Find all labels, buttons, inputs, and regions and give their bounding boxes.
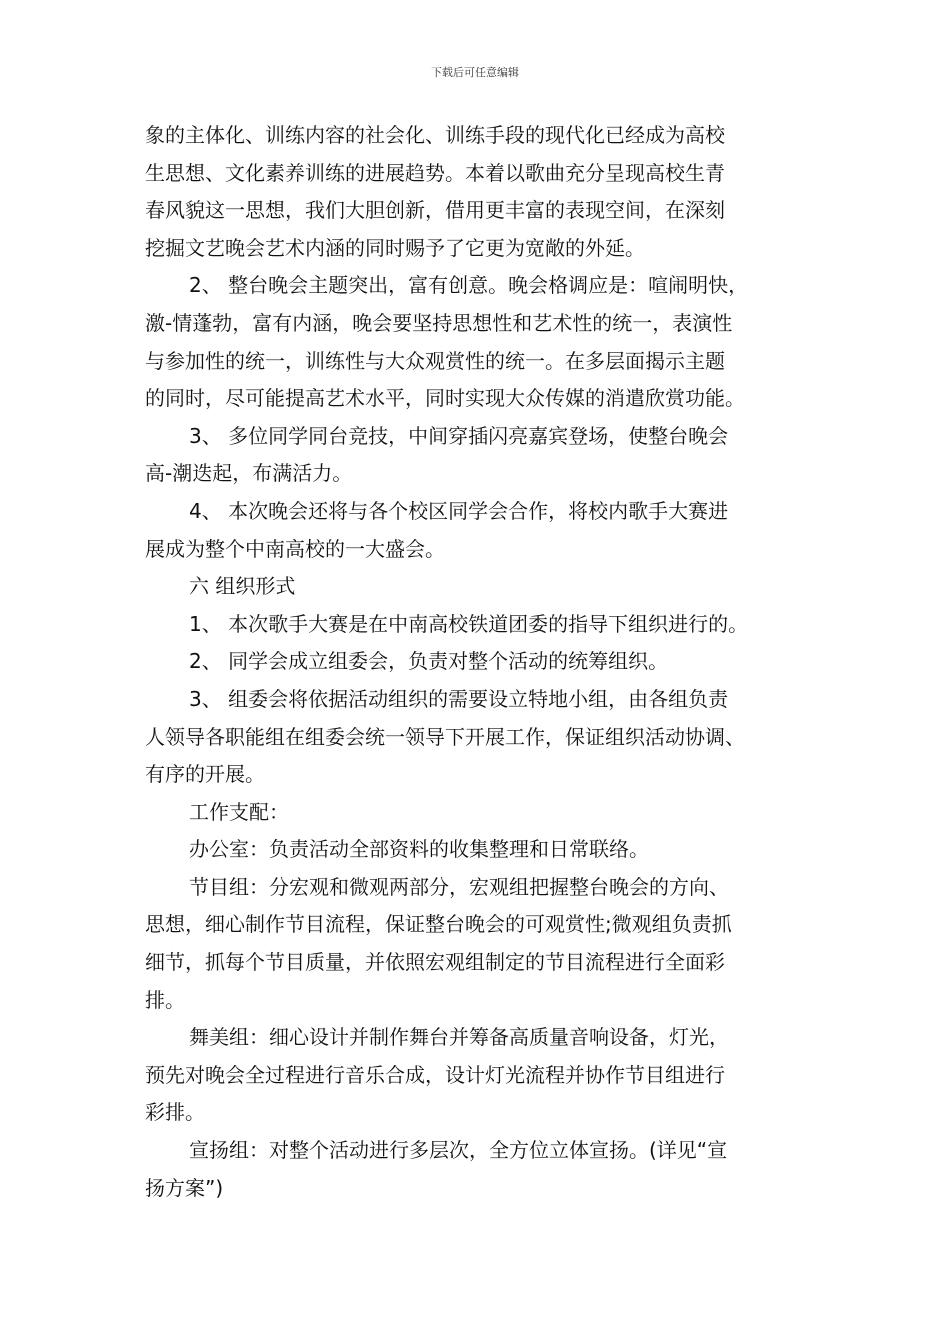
- text-line: 象的主体化、训练内容的社会化、训练手段的现代化已经成为高校: [145, 123, 725, 147]
- text-line: 彩排。: [145, 1100, 205, 1125]
- text-line: 生思想、文化素养训练的进展趋势。本着以歌曲充分呈现高校生青: [145, 160, 725, 185]
- text-line: 办公室：负责活动全部资料的收集整理和日常联络。: [189, 837, 649, 862]
- text-line: 4、 本次晚会还将与各个校区同学会合作，将校内歌手大赛进: [189, 498, 729, 523]
- text-line: 1、 本次歌手大赛是在中南高校铁道团委的指导下组织进行的。: [189, 611, 749, 636]
- text-line: 激-情蓬勃，富有内涵，晚会要坚持思想性和艺术性的统一，表演性: [145, 310, 733, 335]
- text-line: 春风貌这一思想，我们大胆创新，借用更丰富的表现空间，在深刻: [145, 198, 725, 223]
- text-line: 与参加性的统一，训练性与大众观赏性的统一。在多层面揭示主题: [145, 348, 725, 373]
- text-line: 3、 多位同学同台竞技，中间穿插闪亮嘉宾登场，使整台晚会: [189, 423, 729, 448]
- text-line: 扬方案”): [145, 1175, 224, 1200]
- text-line: 挖掘文艺晚会艺术内涵的同时赐予了它更为宽敞的外延。: [145, 235, 645, 260]
- text-line: 展成为整个中南高校的一大盛会。: [145, 536, 445, 561]
- text-line: 3、 组委会将依据活动组织的需要设立特地小组，由各组负责: [189, 686, 729, 711]
- text-line: 2、 整台晚会主题突出，富有创意。晚会格调应是：喧闹明快，: [189, 273, 749, 298]
- text-line: 细节，抓每个节目质量，并依照宏观组制定的节目流程进行全面彩: [145, 950, 725, 975]
- text-line: 人领导各职能组在组委会统一领导下开展工作，保证组织活动协调、: [145, 724, 745, 749]
- text-line: 舞美组：细心设计并制作舞台并筹备高质量音响设备，灯光，: [189, 1025, 729, 1050]
- text-line: 工作支配：: [189, 799, 289, 824]
- text-line: 2、 同学会成立组委会，负责对整个活动的统筹组织。: [189, 649, 669, 674]
- text-line: 六 组织形式: [189, 574, 296, 599]
- text-line: 思想，细心制作节目流程，保证整台晚会的可观赏性;微观组负责抓: [145, 912, 732, 937]
- page-header: 下载后可任意编辑: [431, 66, 519, 79]
- text-line: 的同时，尽可能提高艺术水平，同时实现大众传媒的消遣欣赏功能。: [145, 386, 745, 411]
- text-line: 有序的开展。: [145, 762, 265, 787]
- text-line: 预先对晚会全过程进行音乐合成，设计灯光流程并协作节目组进行: [145, 1062, 725, 1087]
- text-line: 节目组：分宏观和微观两部分，宏观组把握整台晚会的方向、: [189, 874, 729, 899]
- text-line: 宣扬组：对整个活动进行多层次，全方位立体宣扬。(详见“宣: [189, 1138, 728, 1163]
- document-body: [145, 117, 830, 1207]
- text-line: 排。: [145, 987, 185, 1012]
- text-line: 高-潮迭起，布满活力。: [145, 461, 353, 486]
